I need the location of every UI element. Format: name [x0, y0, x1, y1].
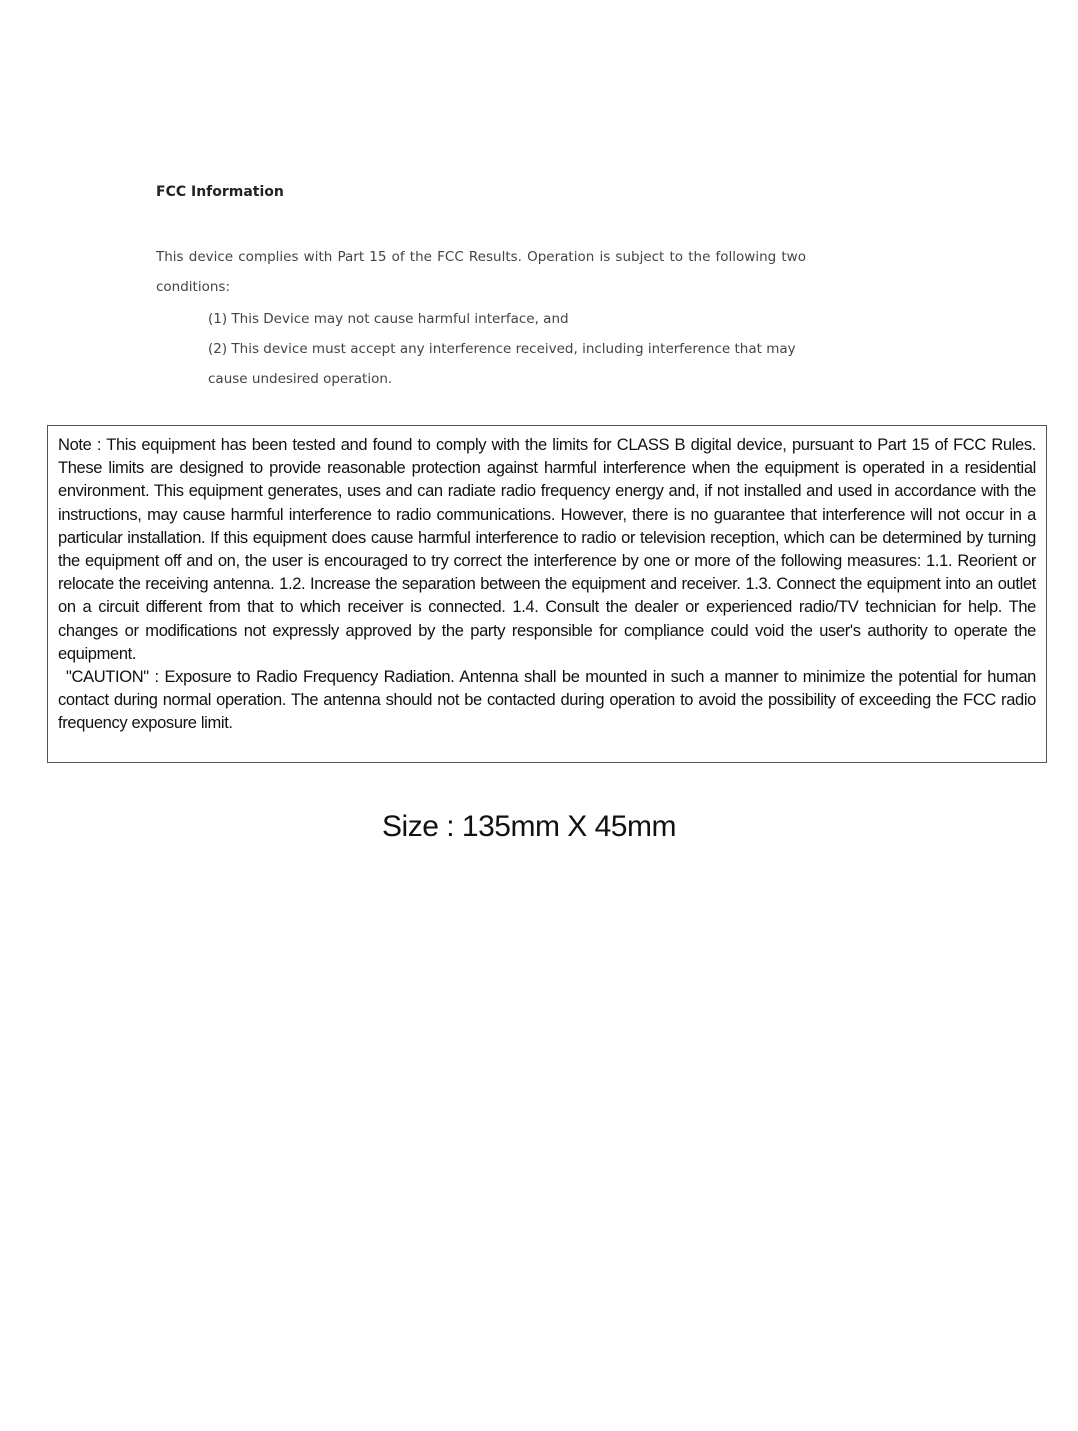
fcc-note-box [47, 425, 1047, 763]
caution-label: "CAUTION" : [66, 668, 159, 687]
note-paragraph [58, 434, 1036, 666]
label-size-text [0, 810, 1078, 844]
fcc-information-section [156, 182, 806, 394]
fcc-condition-1: (1) This Device may not cause harmful interface, and [208, 311, 569, 327]
fcc-intro-text: This device complies with Part 15 of the FCC Results. Operation is subject to the following two conditions: [156, 249, 806, 295]
fcc-conditions-list [208, 304, 806, 394]
size-value: Size : 135mm X 45mm [382, 810, 676, 843]
caution-paragraph [58, 666, 1036, 736]
fcc-information-title: FCC Information [156, 184, 284, 200]
note-label: Note : [58, 436, 102, 454]
note-body: This equipment has been tested and found to comply with the limits for CLASS B digital device, pursuant to Part 15 of FCC Rules. These limits are designed to provide reasonable protection against harmful interference when the equipment is operated in a residential environment. This equipment generates, uses and can radiate radio frequency energy and, if not installed and used in accordance with the instructions, may cause harmful interference to radio communications. However, there is no guarantee that interference will not occur in a particular installation. If this equipment does cause harmful interference to radio or television reception, which can be determined by turning the equipment off and on, the user is encouraged to try correct the interference by one or more of the following measures: 1.1. Reorient or relocate the receiving antenna. 1.2. Increase the separation between the equipment and receiver. 1.3. Connect the equipment into an outlet on a circuit different from that to which receiver is connected. 1.4. Consult the dealer or experienced radio/TV technician for help. The changes or modifications not expressly approved by the party responsible for compliance could void the user's authority to operate the equipment. [58, 436, 1037, 663]
fcc-condition-2: (2) This device must accept any interference received, including interference that may cause undesired operation. [208, 341, 796, 387]
caution-body: Exposure to Radio Frequency Radiation. Antenna shall be mounted in such a manner to minimize the potential for human contact during normal operation. The antenna should not be contacted during operation to avoid the possibility of exceeding the FCC radio frequency exposure limit. [58, 668, 1036, 733]
